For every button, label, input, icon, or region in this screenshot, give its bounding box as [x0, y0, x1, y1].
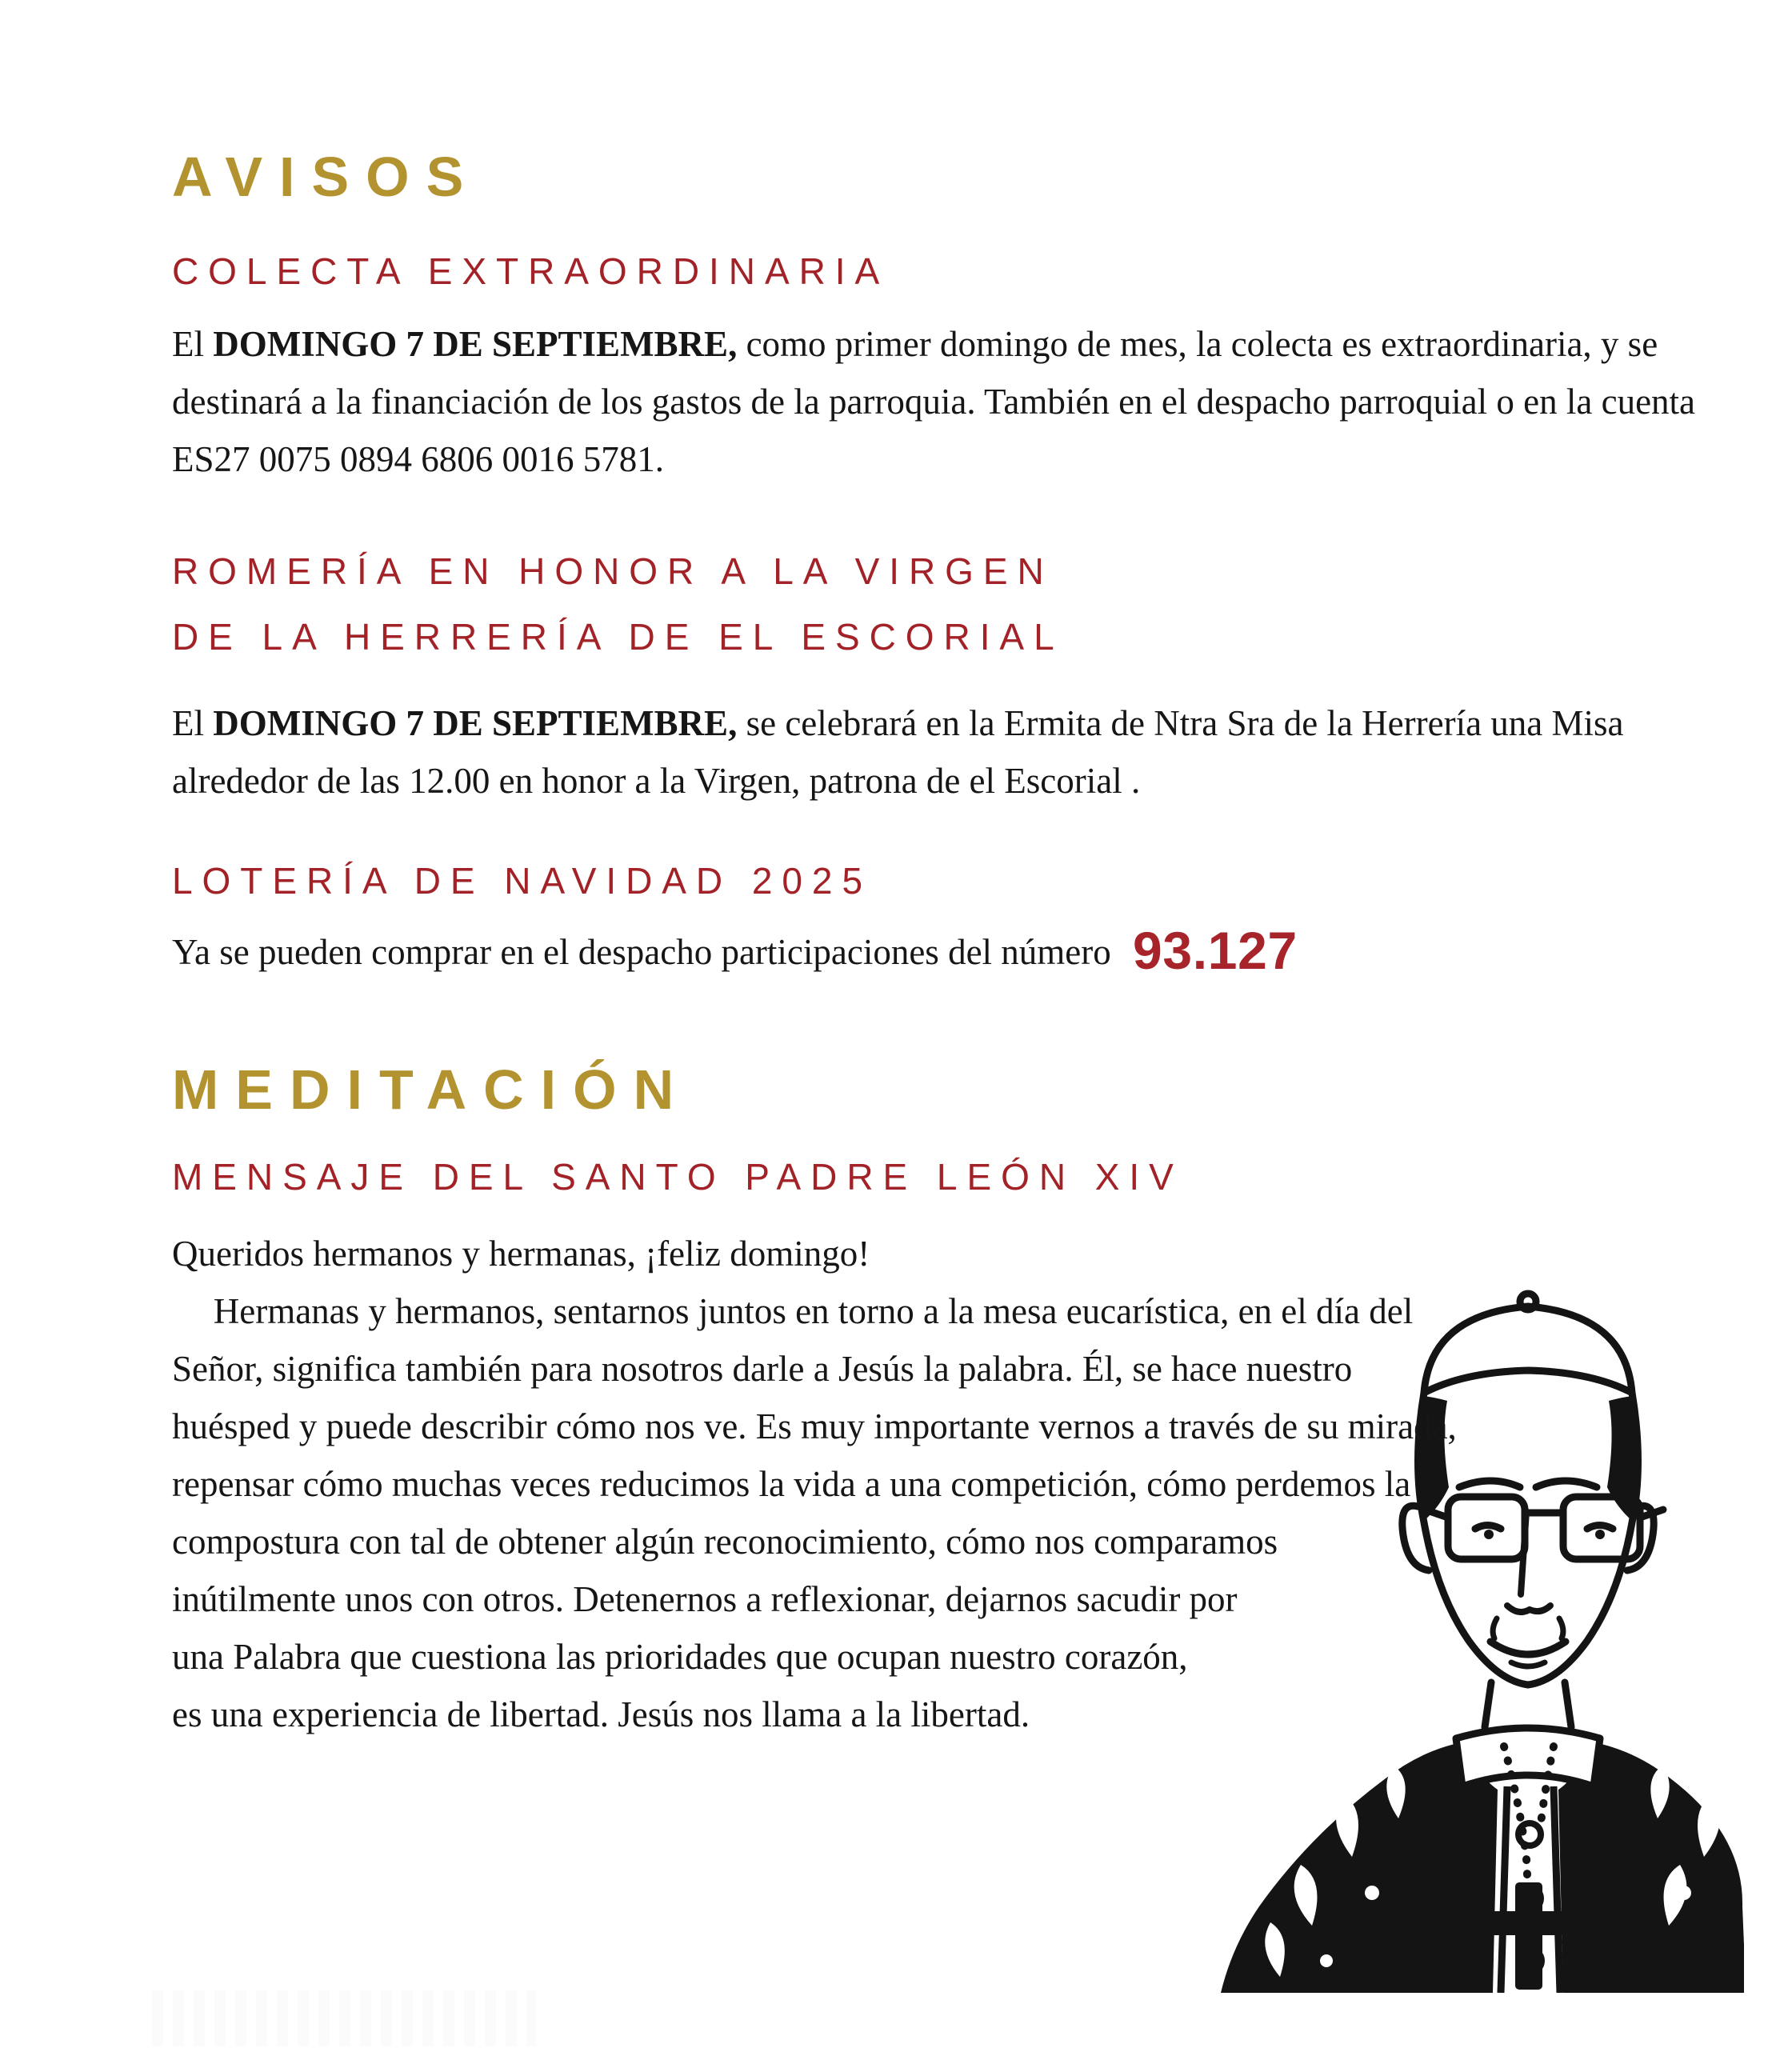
meditacion-paragraph-1: Queridos hermanos y hermanas, ¡feliz domingo! [172, 1233, 870, 1274]
romeria-lead-normal: El [172, 702, 214, 743]
avisos-title: AVISOS [172, 146, 481, 208]
loteria-paragraph [172, 922, 1716, 981]
loteria-body-text: Ya se pueden comprar en el despacho participaciones del número [172, 932, 1121, 973]
colecta-heading: COLECTA EXTRAORDINARIA [172, 250, 890, 292]
romeria-paragraph [172, 694, 1716, 810]
romeria-lead-bold: DOMINGO 7 DE SEPTIEMBRE, [213, 702, 738, 743]
romeria-body-text: se celebrará en la Ermita de Ntra Sra de la Herrería una Misa alrededor de las 12.00 en honor a la Virgen, patrona de el Escorial . [172, 702, 1624, 801]
meditacion-body [172, 1225, 1744, 1743]
colecta-body-text: como primer domingo de mes, la colecta es extraordinaria, y se destinará a la financiación de los gastos de la parroquia. También en el despacho parroquial o en la cuenta ES27 0075 0894 6806 0016 5781. [172, 324, 1696, 480]
meditacion-paragraph-2: Hermanas y hermanos, sentarnos juntos en torno a la mesa eucarística, en el día del Señor, significa también para nosotros darle a Jesús la palabra. Él, se hace nuestro huésped y puede describir cómo nos ve. Es muy importante vernos a través de su mirada, repensar cómo muchas veces reducimos la vida a una competición, cómo perdemos la compostura con tal de obtener algún reconocimiento, cómo nos comparamos inútilmente unos con otros. Detenernos a reflexionar, dejarnos sacudir por una Palabra que cuestiona las prioridades que ocupan nuestro corazón, es una experiencia de libertad. Jesús nos llama a la libertad. [172, 1290, 1457, 1734]
colecta-lead-normal: El [172, 324, 214, 365]
loteria-number: 93.127 [1133, 921, 1298, 981]
mensaje-heading: MENSAJE DEL SANTO PADRE LEÓN XIV [172, 1155, 1183, 1198]
romeria-heading-line1: ROMERÍA EN HONOR A LA VIRGEN [172, 550, 1054, 593]
colecta-lead-bold: DOMINGO 7 DE SEPTIEMBRE, [213, 324, 738, 365]
romeria-heading [172, 539, 1744, 670]
meditacion-title: MEDITACIÓN [172, 1058, 691, 1122]
loteria-heading: LOTERÍA DE NAVIDAD 2025 [172, 859, 873, 902]
colecta-paragraph [172, 315, 1716, 488]
romeria-heading-line2: DE LA HERRERÍA DE EL ESCORIAL [172, 615, 1064, 658]
